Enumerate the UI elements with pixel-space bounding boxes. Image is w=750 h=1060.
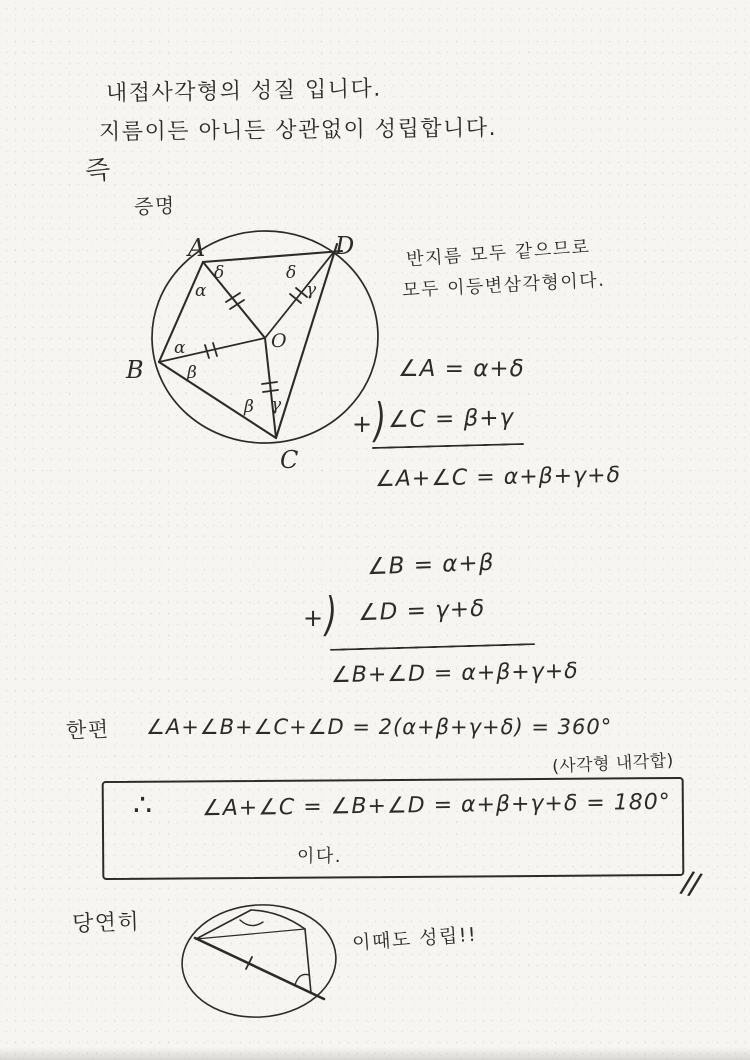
proof-label: 증명 bbox=[133, 193, 177, 219]
small-circle-outline bbox=[178, 900, 339, 1022]
angle-gamma-at-c: γ bbox=[271, 395, 282, 415]
vertex-label-a: A bbox=[188, 234, 206, 262]
eq-angle-a: ∠A = α+δ bbox=[398, 356, 525, 382]
small-diameter bbox=[195, 938, 324, 999]
eq-angle-c: ∠C = β+γ bbox=[387, 404, 515, 434]
side-note-line-2: 모두 이등변삼각형이다. bbox=[401, 269, 606, 302]
side-note-line-1: 반지름 모두 같으므로 bbox=[405, 236, 592, 271]
angle-alpha-at-b: α bbox=[174, 338, 186, 358]
center-label-o: O bbox=[271, 330, 287, 352]
title-line-2: 지름이든 아니든 상관없이 성립합니다. bbox=[98, 115, 498, 146]
small-side-right-bottom bbox=[305, 929, 311, 993]
footer-note: 이때도 성립!! bbox=[351, 923, 478, 955]
eq-sum-ac: ∠A+∠C = α+β+γ+δ bbox=[374, 462, 622, 493]
eq-angle-d: ∠D = γ+δ bbox=[357, 595, 486, 627]
angle-alpha-at-a: α bbox=[195, 281, 207, 301]
eq-total-360: ∠A+∠B+∠C+∠D = 2(α+β+γ+δ) = 360° bbox=[146, 715, 613, 739]
paren-glyph: ) bbox=[374, 394, 386, 450]
conclusion-equation: ∠A+∠C = ∠B+∠D = α+β+γ+δ = 180° bbox=[201, 789, 671, 822]
angle-gamma-at-d: γ bbox=[306, 280, 317, 300]
vertex-label-b: B bbox=[126, 356, 144, 384]
small-side-apex-right bbox=[251, 910, 305, 929]
angle-delta-at-a: δ bbox=[214, 263, 225, 283]
ida-label: 이다. bbox=[297, 846, 342, 867]
angle-beta-at-b: β bbox=[187, 363, 197, 383]
total-note: (사각형 내각합) bbox=[551, 750, 675, 778]
small-apex-angle-arc bbox=[240, 920, 263, 926]
vertex-label-d: D bbox=[335, 232, 355, 260]
dangyeonhi-label: 당연히 bbox=[71, 909, 141, 938]
plus-glyph: + bbox=[303, 603, 324, 632]
eq-angle-b: ∠B = α+β bbox=[366, 549, 495, 581]
eq-sum-bd: ∠B+∠D = α+β+γ+δ bbox=[330, 658, 579, 689]
double-slash-mark: // bbox=[678, 864, 703, 903]
plus-glyph: + bbox=[352, 409, 373, 438]
hanpyeon-label: 한편 bbox=[65, 717, 111, 743]
paren-glyph: ) bbox=[325, 588, 337, 644]
therefore-sign: ∴ bbox=[133, 788, 154, 823]
jeuk-label: 즉 bbox=[83, 154, 114, 188]
angle-delta-at-d: δ bbox=[286, 263, 297, 283]
title-line-1: 내접사각형의 성질 입니다. bbox=[105, 76, 382, 107]
vertex-label-c: C bbox=[280, 446, 299, 474]
angle-beta-at-c: β bbox=[244, 397, 254, 417]
small-bottom-angle-arc bbox=[295, 974, 309, 985]
